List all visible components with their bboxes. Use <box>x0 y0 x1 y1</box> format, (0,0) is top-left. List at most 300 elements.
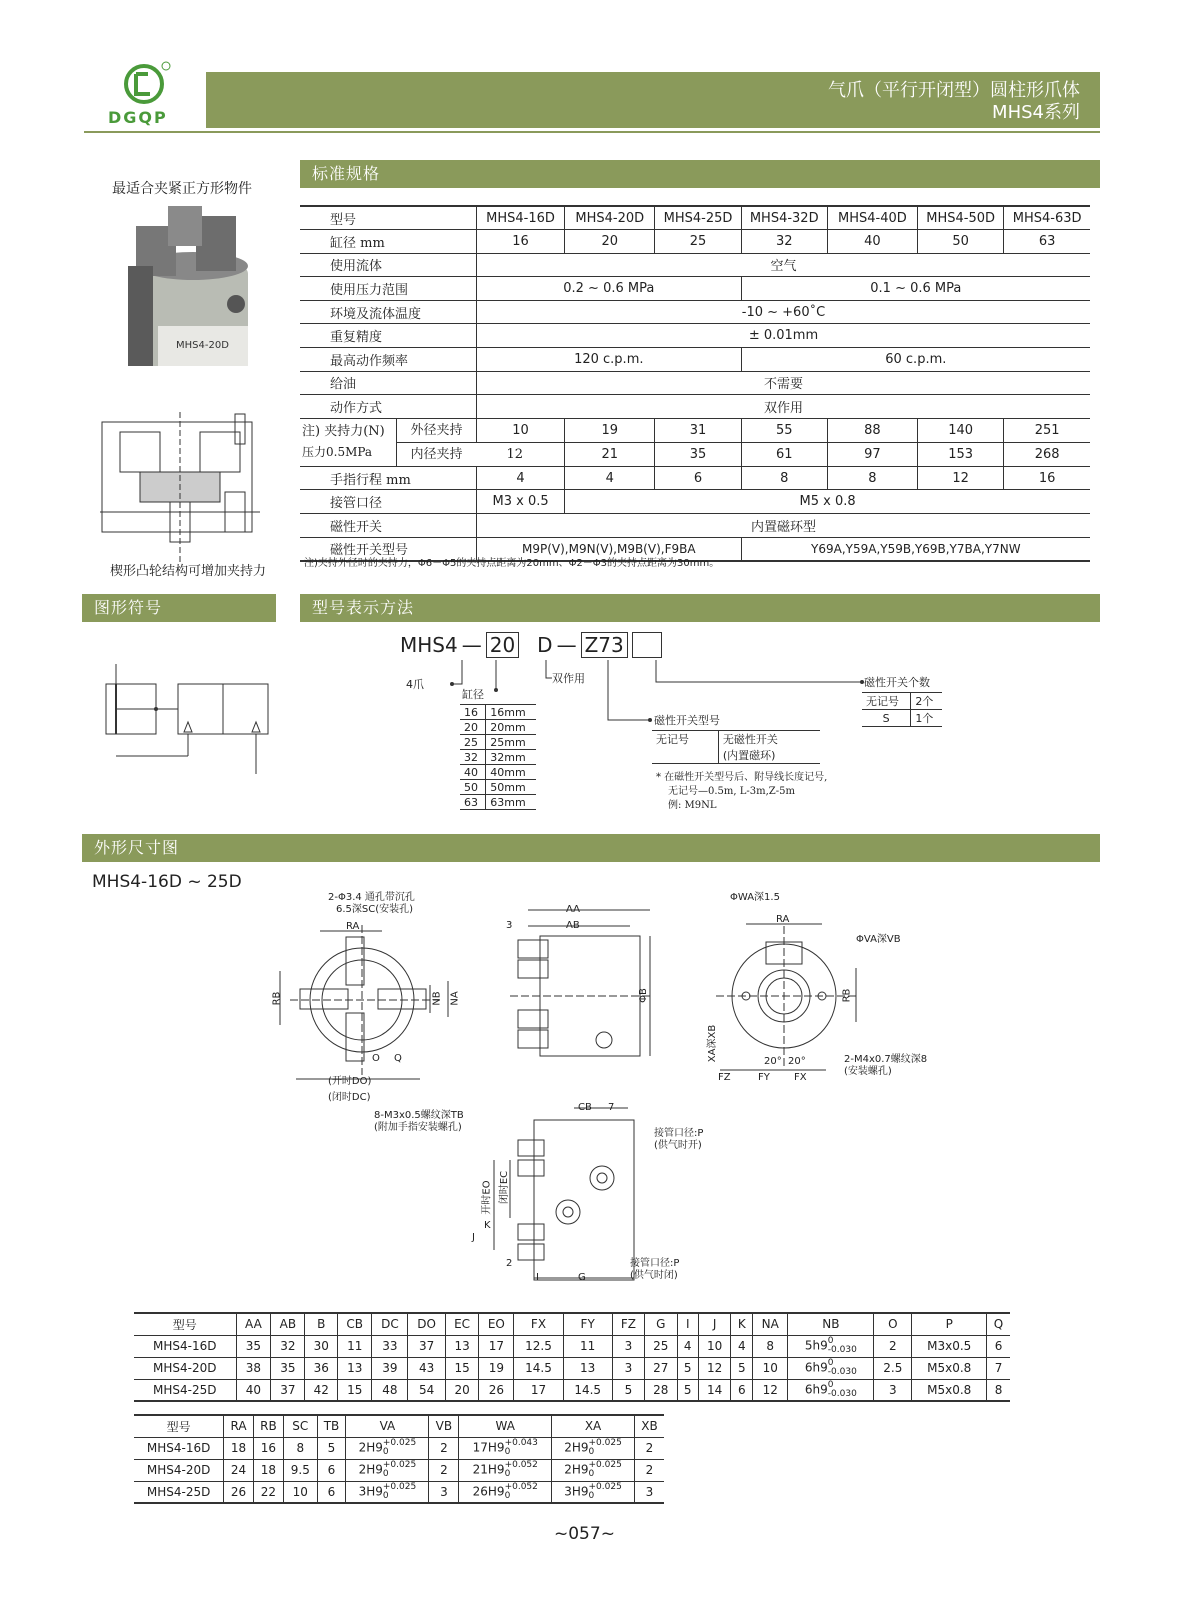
dim-cell: 6 <box>731 1379 753 1401</box>
outer-label: 外径夹持 <box>397 419 476 443</box>
dim-cell: 42 <box>305 1379 338 1401</box>
spec-cell: 空气 <box>476 253 1090 277</box>
dim-cell <box>788 1335 874 1357</box>
tolerance <box>505 1483 538 1501</box>
dim-na: NA <box>449 991 461 1006</box>
dim-2: 2 <box>506 1258 513 1269</box>
spec-cell: 6 <box>655 466 741 490</box>
dim-cell: 30 <box>305 1335 338 1357</box>
label-screw: 8-M3x0.5螺纹深TB <box>374 1110 464 1121</box>
dim-row <box>134 1437 664 1459</box>
tol-lower: 0 <box>504 1469 511 1479</box>
switch-row <box>652 731 820 748</box>
dim-header: Q <box>987 1313 1010 1335</box>
spec-label: 给油 <box>300 371 476 395</box>
tolerance <box>383 1461 416 1479</box>
tol-lower: -0.030 <box>827 1367 857 1377</box>
dim-header: G <box>645 1313 678 1335</box>
model-code <box>400 632 662 658</box>
spec-cell: 32 <box>741 230 827 254</box>
spec-cell: 61 <box>741 442 827 466</box>
dim-cell: 25 <box>645 1335 678 1357</box>
tol-base: 26H9 <box>472 1484 505 1499</box>
spec-cell: M3 x 0.5 <box>476 490 564 514</box>
spec-label: 手指行程 mm <box>300 466 476 490</box>
dim-cell: 39 <box>372 1357 408 1379</box>
dim-row <box>134 1335 1010 1357</box>
switch-code <box>652 747 718 764</box>
dim-cell: 10 <box>284 1481 317 1503</box>
dim-cell <box>552 1481 635 1503</box>
spec-cell: 8 <box>827 466 917 490</box>
dim-cell: MHS4-20D <box>134 1357 236 1379</box>
dim-cell: MHS4-16D <box>134 1437 224 1459</box>
spec-cell: 16 <box>1004 466 1090 490</box>
dim-cell: 17 <box>514 1379 563 1401</box>
dim-cell: 13 <box>563 1357 612 1379</box>
page-title: 气爪（平行开闭型）圆柱形爪体 <box>828 80 1080 101</box>
dim-cell: 10 <box>698 1335 731 1357</box>
dim-q: Q <box>394 1053 402 1064</box>
dim-cell: 8 <box>284 1437 317 1459</box>
switch-value: (内置磁环) <box>718 747 820 764</box>
caption-square: 最适合夹紧正方形物件 <box>112 181 252 197</box>
dim-xa: XA深XB <box>707 1024 719 1063</box>
dim-eo: 开时EO <box>481 1180 493 1215</box>
spec-row-freq <box>300 348 1090 372</box>
bore-value: 50mm <box>486 780 536 795</box>
dim-table-2 <box>134 1414 664 1504</box>
dim-cell <box>552 1459 635 1481</box>
dim-header: AA <box>236 1313 271 1335</box>
dim-cell <box>788 1379 874 1401</box>
tol-lower: -0.030 <box>827 1345 857 1355</box>
spec-row-pressure <box>300 277 1090 301</box>
switch-code: 无记号 <box>652 731 718 748</box>
spec-label: 环境及流体温度 <box>300 300 476 324</box>
dim-header: XA <box>552 1415 635 1437</box>
section-drawing <box>100 412 260 562</box>
dim-cell: 3 <box>612 1357 644 1379</box>
dim-cell: 26 <box>479 1379 514 1401</box>
code-dash: — <box>461 633 482 657</box>
tolerance <box>505 1461 538 1479</box>
tol-base: 2H9 <box>564 1440 589 1455</box>
dim-cell: M5x0.8 <box>912 1357 987 1379</box>
dim-cell: 15 <box>337 1379 371 1401</box>
dim-cell: 13 <box>445 1335 479 1357</box>
count-row <box>862 693 942 710</box>
action-label: 双作用 <box>552 672 585 685</box>
bore-code: 40 <box>460 765 486 780</box>
dim-cell <box>459 1437 552 1459</box>
tol-lower: 0 <box>588 1469 595 1479</box>
spec-row-model <box>300 206 1090 230</box>
tolerance <box>505 1439 538 1457</box>
tol-upper: 0 <box>827 1336 834 1346</box>
dim-header: B <box>305 1313 338 1335</box>
dim-cell: MHS4-20D <box>134 1459 224 1481</box>
code-dash: — <box>556 633 577 657</box>
tolerance <box>589 1439 622 1457</box>
dim-cell: MHS4-25D <box>134 1481 224 1503</box>
spec-cell: 19 <box>565 418 655 442</box>
spec-cell: 153 <box>918 442 1004 466</box>
bore-value: 25mm <box>486 735 536 750</box>
bore-code: 63 <box>460 795 486 810</box>
logo <box>104 60 188 130</box>
spec-cell: 25 <box>655 230 741 254</box>
dim-cell: 14.5 <box>563 1379 612 1401</box>
spec-cell: Y69A,Y59A,Y59B,Y69B,Y7BA,Y7NW <box>741 537 1090 561</box>
dim-header: DC <box>372 1313 408 1335</box>
dim-cell: 11 <box>563 1335 612 1357</box>
dim-header: VA <box>346 1415 429 1437</box>
dim-cell: 4 <box>731 1335 753 1357</box>
spec-cell: 35 <box>655 442 741 466</box>
spec-cell: 12 <box>476 442 564 466</box>
bore-value: 63mm <box>486 795 536 810</box>
switch-row <box>652 747 820 764</box>
code-bore-box: 20 <box>486 632 519 658</box>
label-m4-2: (安装螺孔) <box>844 1066 892 1077</box>
spec-row-temp <box>300 300 1090 324</box>
spec-cell: -10 ~ +60˚C <box>476 300 1090 324</box>
bore-value: 20mm <box>486 720 536 735</box>
tol-base: 5h9 <box>804 1338 828 1353</box>
dim-cell: 54 <box>408 1379 445 1401</box>
dim-aa: AA <box>566 904 580 915</box>
dim-ec: 闭时EC <box>499 1170 511 1205</box>
spec-cell: 12 <box>918 466 1004 490</box>
spec-cell: 4 <box>565 466 655 490</box>
dim-cell: 2 <box>634 1437 664 1459</box>
switch-note-2: 无记号—0.5m, L-3m,Z-5m <box>668 786 795 797</box>
bore-label: 缸径 <box>462 688 484 701</box>
dim-cell: 2.5 <box>874 1357 912 1379</box>
spec-label: 磁性开关型号 <box>300 537 476 561</box>
dim-fx: FX <box>794 1072 807 1083</box>
dim-header: FX <box>514 1313 563 1335</box>
section-spec: 标准规格 <box>300 160 1100 188</box>
dim-header-row <box>134 1415 664 1437</box>
dim-cell: M3x0.5 <box>912 1335 987 1357</box>
page-number: ~057~ <box>554 1524 615 1544</box>
tol-base: 6h9 <box>804 1360 828 1375</box>
dim-cell: 36 <box>305 1357 338 1379</box>
dim-cell: 5 <box>677 1357 698 1379</box>
product-label: MHS4-20D <box>176 340 229 351</box>
dim-cell <box>459 1459 552 1481</box>
label-wa: ΦWA深1.5 <box>730 892 780 903</box>
dim-cell: 13 <box>337 1357 371 1379</box>
count-value: 2个 <box>911 693 942 710</box>
dim-cell: 3 <box>612 1335 644 1357</box>
tol-base: 2H9 <box>358 1462 383 1477</box>
dim-cell: 11 <box>337 1335 371 1357</box>
dim-cell <box>346 1481 429 1503</box>
dim-header: J <box>698 1313 731 1335</box>
bore-row <box>460 735 536 750</box>
tol-lower: 0 <box>504 1447 511 1457</box>
tol-upper: +0.025 <box>588 1481 622 1492</box>
dim-cell: 14 <box>698 1379 731 1401</box>
tolerance <box>589 1461 622 1479</box>
bore-row <box>460 780 536 795</box>
spec-cell: 0.2 ~ 0.6 MPa <box>476 277 741 301</box>
spec-cell: ± 0.01mm <box>476 324 1090 348</box>
dim-rb: RB <box>271 991 283 1006</box>
tol-upper: +0.025 <box>382 1438 417 1448</box>
dim-k: K <box>484 1220 491 1231</box>
label-closed: (闭时DC) <box>328 1092 371 1103</box>
dim-nb: NB <box>431 991 443 1006</box>
spec-cell: 10 <box>476 418 564 442</box>
dim-cell: 37 <box>408 1335 445 1357</box>
dim-cell: 6 <box>987 1335 1010 1357</box>
code-count-box <box>632 632 662 658</box>
tol-upper: +0.052 <box>504 1481 538 1492</box>
dim-cell: 27 <box>645 1357 678 1379</box>
bore-code: 20 <box>460 720 486 735</box>
dim-header: CB <box>337 1313 371 1335</box>
label-port-open-2: (供气时开) <box>654 1140 702 1151</box>
tol-base: 2H9 <box>358 1440 383 1455</box>
spec-cell: 21 <box>565 442 655 466</box>
dim-cell: 26 <box>224 1481 254 1503</box>
dim-cell: 40 <box>236 1379 271 1401</box>
dim-cell: 2 <box>429 1459 459 1481</box>
dim-header: SC <box>284 1415 317 1437</box>
spec-cell: MHS4-16D <box>476 206 564 230</box>
spec-cell: 50 <box>918 230 1004 254</box>
tol-upper: +0.025 <box>382 1460 417 1470</box>
label-port-open: 接管口径:P <box>654 1128 704 1139</box>
spec-label: 磁性开关 <box>300 514 476 538</box>
bore-value: 32mm <box>486 750 536 765</box>
spec-table <box>300 205 1090 562</box>
spec-cell: MHS4-20D <box>565 206 655 230</box>
cam-section-icon <box>100 412 260 562</box>
spec-cell: MHS4-63D <box>1004 206 1090 230</box>
dim-row <box>134 1481 664 1503</box>
dim-cell: 8 <box>753 1335 788 1357</box>
dim-header: WA <box>459 1415 552 1437</box>
dim-row <box>134 1459 664 1481</box>
dim-cell: 22 <box>253 1481 283 1503</box>
tolerance <box>828 1381 857 1399</box>
dim-header: EC <box>445 1313 479 1335</box>
dim-header: RB <box>253 1415 283 1437</box>
tol-upper: 0 <box>827 1379 834 1390</box>
dim-header: FY <box>563 1313 612 1335</box>
spec-cell: 内置磁环型 <box>476 514 1090 538</box>
dim-cell: 12 <box>753 1379 788 1401</box>
tol-lower: 0 <box>504 1490 511 1501</box>
count-label: 磁性开关个数 <box>864 676 930 689</box>
dim-cell <box>788 1357 874 1379</box>
dim-row <box>134 1379 1010 1401</box>
dim-o: O <box>372 1053 380 1064</box>
tol-lower: 0 <box>382 1469 389 1479</box>
dim-cell: 28 <box>645 1379 678 1401</box>
switch-label: 磁性开关型号 <box>654 714 720 727</box>
dim-cell: 16 <box>253 1437 283 1459</box>
spec-label: 接管口径 <box>300 490 476 514</box>
tol-upper: +0.025 <box>588 1438 622 1448</box>
outline-series: MHS4-16D ~ 25D <box>92 872 242 892</box>
bore-row <box>460 795 536 810</box>
spec-row-action <box>300 395 1090 419</box>
bore-code: 32 <box>460 750 486 765</box>
spec-cell: 16 <box>476 230 564 254</box>
dim-header: XB <box>634 1415 664 1437</box>
spec-label: 使用压力范围 <box>300 277 476 301</box>
dim-header: VB <box>429 1415 459 1437</box>
dim-cell: 3 <box>429 1481 459 1503</box>
dim-cell: 24 <box>224 1459 254 1481</box>
spec-cell: 40 <box>827 230 917 254</box>
bore-code: 16 <box>460 705 486 720</box>
port-view-drawing <box>474 1100 644 1300</box>
spec-cell: 4 <box>476 466 564 490</box>
dim-cell: 35 <box>271 1357 305 1379</box>
dim-cell: 17 <box>479 1335 514 1357</box>
bore-value: 40mm <box>486 765 536 780</box>
dim-header: I <box>677 1313 698 1335</box>
spec-label: 动作方式 <box>300 395 476 419</box>
count-code: 无记号 <box>862 693 911 710</box>
tolerance <box>383 1483 416 1501</box>
dim-7: 7 <box>608 1102 615 1113</box>
dim-header: O <box>874 1313 912 1335</box>
tol-base: 3H9 <box>564 1484 589 1499</box>
dim-cell: 15 <box>445 1357 479 1379</box>
count-code: S <box>862 710 911 727</box>
dim-cell: 5 <box>612 1379 644 1401</box>
dim-cell: M5x0.8 <box>912 1379 987 1401</box>
label-va: ΦVA深VB <box>856 934 901 945</box>
pneumatic-symbol <box>104 664 284 784</box>
dim-cell: MHS4-25D <box>134 1379 236 1401</box>
tol-lower: 0 <box>588 1490 595 1501</box>
dim-cell <box>459 1481 552 1503</box>
count-row <box>862 710 942 727</box>
tol-base: 21H9 <box>472 1462 505 1477</box>
spec-cell: 88 <box>827 418 917 442</box>
dim-rb-2: RB <box>841 988 853 1003</box>
spec-row-repeat <box>300 324 1090 348</box>
spec-cell: 251 <box>1004 418 1090 442</box>
dim-cell: 48 <box>372 1379 408 1401</box>
tol-base: 6h9 <box>804 1382 828 1397</box>
switch-note-3: 例: M9NL <box>668 800 717 811</box>
front-view-drawing <box>270 885 480 1135</box>
tol-upper: +0.043 <box>504 1438 538 1448</box>
section-outline: 外形尺寸图 <box>82 834 1100 862</box>
cylinder-symbol-icon <box>104 664 284 784</box>
dim-cell <box>552 1437 635 1459</box>
label-holes-2: 6.5深SC(安装孔) <box>336 904 414 915</box>
dim-header: TB <box>317 1415 346 1437</box>
bore-row <box>460 705 536 720</box>
dim-cell: 12.5 <box>514 1335 563 1357</box>
dim-header: EO <box>479 1313 514 1335</box>
dim-cb: CB <box>578 1102 592 1113</box>
bore-code: 25 <box>460 735 486 750</box>
dim-header: 型号 <box>134 1313 236 1335</box>
spec-row-oil <box>300 371 1090 395</box>
spec-cell: 0.1 ~ 0.6 MPa <box>741 277 1090 301</box>
dim-header: RA <box>224 1415 254 1437</box>
code-action: D <box>537 633 553 657</box>
dim-cell: MHS4-16D <box>134 1335 236 1357</box>
product-photo <box>118 206 258 376</box>
spec-cell: 双作用 <box>476 395 1090 419</box>
dim-cell: 19 <box>479 1357 514 1379</box>
dim-3: 3 <box>506 920 513 931</box>
header-rule <box>84 131 1100 133</box>
dim-ab: AB <box>566 920 580 931</box>
dim-cell: 3 <box>874 1379 912 1401</box>
tol-lower: 0 <box>588 1447 595 1457</box>
dim-cell: 6 <box>317 1459 346 1481</box>
tol-upper: 0 <box>827 1358 834 1368</box>
dim-cell <box>346 1437 429 1459</box>
dim-cell: 3 <box>634 1481 664 1503</box>
label-m4: 2-M4x0.7螺纹深8 <box>844 1054 928 1065</box>
dim-cell: 43 <box>408 1357 445 1379</box>
tol-lower: 0 <box>382 1447 389 1457</box>
dim-header: FZ <box>612 1313 644 1335</box>
count-table <box>862 692 942 727</box>
spec-note: 注)夹持外径时的夹持力，Φ6－Φ5的夹持点距离为20mm、Φ2－Φ3的夹持点距离为30mm。 <box>304 558 720 569</box>
code-switch-box: Z73 <box>581 632 628 658</box>
tol-base: 17H9 <box>472 1440 505 1455</box>
caption-cam: 楔形凸轮结构可增加夹持力 <box>110 564 267 579</box>
label-port-close-2: (供气时闭) <box>630 1270 678 1281</box>
bore-code: 50 <box>460 780 486 795</box>
spec-cell: 8 <box>741 466 827 490</box>
switch-note-1: * 在磁性开关型号后、附导线长度记号, <box>656 772 828 783</box>
code-prefix: MHS4 <box>400 633 458 657</box>
force-label-b: 压力0.5MPa <box>302 445 373 460</box>
spec-cell: MHS4-50D <box>918 206 1004 230</box>
dim-b: ΦB <box>637 988 649 1003</box>
dim-20a: 20° <box>764 1056 782 1067</box>
label-port-close: 接管口径:P <box>630 1258 680 1269</box>
dim-cell: 35 <box>236 1335 271 1357</box>
dim-ra: RA <box>346 921 360 932</box>
bore-row <box>460 765 536 780</box>
bore-table <box>460 704 536 810</box>
dim-header: AB <box>271 1313 305 1335</box>
claw-label: 4爪 <box>406 678 424 691</box>
tol-lower: 0 <box>382 1490 389 1501</box>
spec-row-fluid <box>300 253 1090 277</box>
spec-cell: 20 <box>565 230 655 254</box>
dim-header-row <box>134 1313 1010 1335</box>
label-holes: 2-Φ3.4 通孔带沉孔 <box>328 892 415 903</box>
spec-label: 使用流体 <box>300 253 476 277</box>
spec-cell: 120 c.p.m. <box>476 348 741 372</box>
side-view-icon <box>500 900 660 1070</box>
spec-row-port <box>300 490 1090 514</box>
dim-header: DO <box>408 1313 445 1335</box>
dim-cell: 5 <box>317 1437 346 1459</box>
dim-header: K <box>731 1313 753 1335</box>
spec-row-outer <box>300 418 1090 442</box>
